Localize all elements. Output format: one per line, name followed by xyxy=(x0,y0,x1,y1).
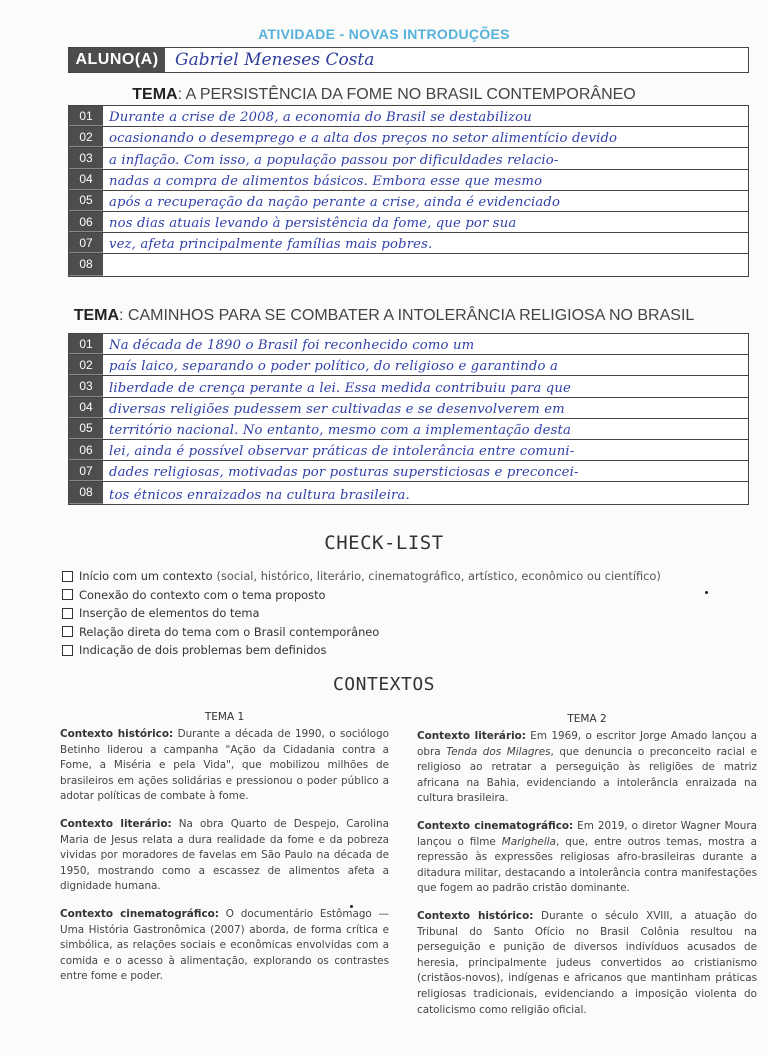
context-text: Em 1969, o escritor Jorge Amado lançou a obra xyxy=(417,730,757,758)
essay-line xyxy=(69,148,748,169)
contexts-tema-2 xyxy=(417,713,757,1030)
essay-box-theme-2 xyxy=(68,333,749,505)
checkbox[interactable] xyxy=(62,589,73,600)
essay-line xyxy=(69,419,748,440)
ink-dot xyxy=(350,905,353,908)
context-text: O documentário Estômago — Uma História Gastronômica (2007) aborda, de forma crítica e simbólica, as relações sociais e econômicas envolvidas com a comida e o acesso à alimentação, explorando os contrastes entre fome e poder. xyxy=(60,907,389,983)
theme-2-title-text: : CAMINHOS PARA SE COMBATER A INTOLERÂNCIA RELIGIOSA NO BRASIL xyxy=(119,307,695,324)
line-text: diversas religiões pudessem ser cultivadas e se desenvolverem em xyxy=(109,401,565,417)
line-text: tos étnicos enraizados na cultura brasileira. xyxy=(109,487,410,503)
line-number: 07 xyxy=(69,461,103,481)
essay-line xyxy=(69,334,748,355)
column-title: TEMA 2 xyxy=(567,713,607,725)
line-text xyxy=(103,254,748,275)
column-title: TEMA 1 xyxy=(204,711,245,723)
line-number: 02 xyxy=(69,127,103,147)
context-label: Contexto histórico: xyxy=(417,909,534,922)
essay-line xyxy=(69,398,748,419)
checklist-title: CHECK-LIST xyxy=(324,532,444,554)
essay-line xyxy=(69,127,748,148)
essay-line xyxy=(69,170,748,191)
line-number: 07 xyxy=(69,233,103,253)
line-text: vez, afeta principalmente famílias mais pobres. xyxy=(109,237,433,253)
checklist-item xyxy=(62,641,722,660)
student-label: ALUNO(A) xyxy=(69,48,165,72)
checkbox[interactable] xyxy=(62,571,73,582)
work-title: Tenda dos Milagres xyxy=(446,745,551,758)
checkbox[interactable] xyxy=(62,608,73,619)
theme-1-prefix: TEMA xyxy=(132,86,178,103)
theme-2-title xyxy=(0,307,768,325)
page-title: ATIVIDADE - NOVAS INTRODUÇÕES xyxy=(258,26,510,42)
checklist-item-label: Relação direta do tema com o Brasil contemporâneo xyxy=(79,624,380,639)
checklist-item xyxy=(62,567,722,586)
essay-line xyxy=(69,461,748,482)
context-label: Contexto histórico: xyxy=(60,728,174,740)
line-text: ocasionando o desemprego e a alta dos preços no setor alimentício devido xyxy=(109,131,618,147)
essay-line xyxy=(69,233,748,254)
line-number: 03 xyxy=(69,148,103,168)
line-number: 01 xyxy=(69,334,103,354)
line-text: após a recuperação da nação perante a crise, ainda é evidenciado xyxy=(109,194,561,210)
checklist-item-label: Conexão do contexto com o tema proposto xyxy=(79,587,326,602)
checklist-item-label: Inserção de elementos do tema xyxy=(79,606,260,621)
checkbox[interactable] xyxy=(62,645,73,656)
context-label: Contexto cinematográfico: xyxy=(60,907,219,920)
line-number: 01 xyxy=(69,106,103,126)
essay-line xyxy=(69,254,748,275)
line-text: a inflação. Com isso, a população passou por dificuldades relacio- xyxy=(109,152,559,168)
line-number: 03 xyxy=(69,376,103,396)
theme-1-title-text: : A PERSISTÊNCIA DA FOME NO BRASIL CONTEMPORÂNEO xyxy=(177,86,636,103)
line-number: 02 xyxy=(69,355,103,375)
context-label: Contexto cinematográfico: xyxy=(417,819,574,832)
line-text: país laico, separando o poder político, do religioso e garantindo a xyxy=(109,359,558,375)
context-paragraph xyxy=(417,819,757,897)
student-name: Gabriel Meneses Costa xyxy=(175,50,375,70)
line-text: lei, ainda é possível observar práticas de intolerância entre comuni- xyxy=(109,444,575,460)
context-paragraph xyxy=(60,727,389,805)
theme-2-prefix: TEMA xyxy=(73,307,120,324)
contexts-tema-1 xyxy=(60,711,389,997)
line-text: liberdade de crença perante a lei. Essa medida contribuiu para que xyxy=(109,380,571,396)
context-text: , que denuncia o preconceito racial e religioso ao retratar a perseguição às religiões de matriz africana na Bahia, evidenciando a intolerância enraizada na cultura brasileira. xyxy=(417,745,757,805)
context-text: Na obra Quarto de Despejo, Carolina Maria de Jesus relata a dura realidade da fome e da pobreza vividas por moradores de favelas em São Paulo na década de 1950, mostrando como a escassez de alimentos afeta a dignidade humana. xyxy=(60,817,389,893)
context-text: Durante a década de 1990, o sociólogo Betinho liderou a campanha "Ação da Cidadania contra a Fome, a Miséria e pela Vida", que mobilizou milhões de brasileiros em ações solidárias e pressionou o poder público a adotar políticas de combate à fome. xyxy=(60,728,389,803)
context-paragraph xyxy=(60,817,389,895)
checklist-item xyxy=(62,604,722,623)
line-text: território nacional. No entanto, mesmo com a implementação desta xyxy=(109,422,572,438)
context-text: , que, entre outros temas, mostra a repressão às expressões religiosas afro-brasileiras durante a ditadura militar, destacando a intolerância contra manifestações que fogem ao padrão cristão dominante. xyxy=(417,835,757,895)
line-number: 06 xyxy=(69,440,103,460)
line-text: nadas a compra de alimentos básicos. Embora esse que mesmo xyxy=(109,173,543,189)
checklist-item xyxy=(62,586,722,605)
essay-line xyxy=(69,482,748,503)
contexts-title: CONTEXTOS xyxy=(332,674,436,695)
essay-line xyxy=(69,106,748,127)
context-label: Contexto literário: xyxy=(417,730,526,742)
context-paragraph xyxy=(417,909,757,1018)
line-number: 06 xyxy=(69,212,103,232)
context-text: Em 2019, o diretor Wagner Moura lançou o filme xyxy=(417,819,757,848)
essay-box-theme-1 xyxy=(68,105,749,277)
essay-line xyxy=(69,440,748,461)
essay-line xyxy=(69,191,748,212)
line-text: Na década de 1890 o Brasil foi reconhecido como um xyxy=(109,338,475,354)
checkbox[interactable] xyxy=(62,626,73,637)
line-number: 08 xyxy=(69,482,103,503)
checklist-item xyxy=(62,623,722,642)
context-paragraph xyxy=(417,729,757,807)
theme-1-title xyxy=(0,86,768,104)
line-number: 08 xyxy=(69,254,103,275)
line-number: 04 xyxy=(69,170,103,190)
checklist-item-detail: (social, histórico, literário, cinematográfico, artístico, econômico ou científico) xyxy=(216,569,661,584)
line-text: nos dias atuais levando à persistência da fome, que por sua xyxy=(109,216,517,232)
line-text: Durante a crise de 2008, a economia do Brasil se destabilizou xyxy=(109,110,532,126)
work-title: Marighella xyxy=(501,835,556,848)
line-number: 05 xyxy=(69,191,103,211)
checklist-item-label: Indicação de dois problemas bem definidos xyxy=(79,643,327,658)
line-number: 04 xyxy=(69,398,103,418)
student-row xyxy=(68,47,749,73)
line-text: dades religiosas, motivadas por posturas supersticiosas e preconcei- xyxy=(109,465,579,481)
essay-line xyxy=(69,376,748,397)
checklist xyxy=(62,567,722,660)
context-label: Contexto literário: xyxy=(60,817,172,830)
essay-line xyxy=(69,212,748,233)
essay-line xyxy=(69,355,748,376)
context-text: Durante o século XVIII, a atuação do Tribunal do Santo Ofício no Brasil Colônia resultou na perseguição e punição de diversos indivíduos acusados de heresia, principalmente judeus convertidos ao cristianismo (cristãos-novos), indígenas e africanos que mantinham práticas religiosas tradicionais, evidenciando a imposição violenta do catolicismo como religião oficial. xyxy=(417,909,757,1016)
context-paragraph xyxy=(60,907,389,985)
checklist-item-label: Início com um contexto xyxy=(79,569,213,584)
ink-dot xyxy=(705,591,708,594)
line-number: 05 xyxy=(69,419,103,439)
